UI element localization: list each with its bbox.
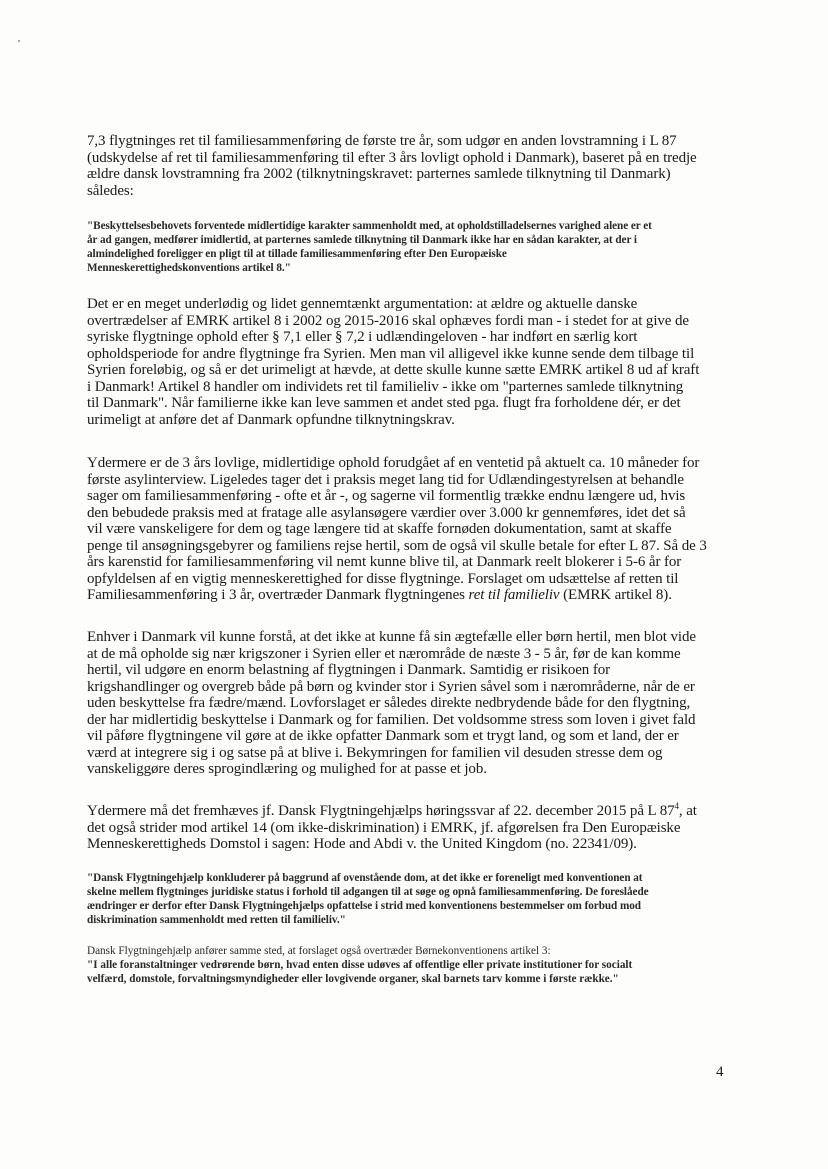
text-line: vil påføre flygtningene vil gøre at de ikke opfatter Danmark som et trygt land, og som et land, der er <box>87 728 679 744</box>
text-fragment: (EMRK artikel 8). <box>559 587 672 603</box>
text-line: krigshandlinger og overgreb både på børn og kvinder stor i Syrien såvel som i nærområderne, når de er <box>87 678 695 695</box>
text-line: 7,3 flygtninges ret til familiesammenføring de første tre år, som udgør en anden lovstramning i L 87 <box>87 133 677 149</box>
text-line: uden beskyttelse fra fædre/mænd. Lovforslaget er således direkte nedbrydende både for den flygtning, <box>87 695 691 711</box>
text-line: Syrien foreløbig, og så er det urimeligt at hævde, at dette skulle kunne sætte EMRK artikel 8 ud af kraft <box>87 362 700 378</box>
footnote-marker: 4 <box>674 801 679 811</box>
text-line: således: <box>87 182 134 199</box>
text-line: første asylinterview. Ligeledes tager det i praksis meget lang tid for Udlændingestyrelsen at behandle <box>87 471 684 488</box>
text-line: til Danmark". Når familierne ikke kan leve sammen et andet sted pga. flugt fra forholdene dér, er det <box>87 395 681 411</box>
text-line: Det er en meget underlødig og lidet gennemtænkt argumentation: at ældre og aktuelle danske <box>87 296 638 312</box>
quote-line: velfærd, domstole, forvaltningsmyndigheder eller lovgivende organer, skal barnets tarv komme i første række." <box>87 973 619 985</box>
text-fragment: , at <box>678 803 697 819</box>
quote-line: skelne mellem flygtninges juridiske status i forhold til adgangen til at søge og opnå familiesammenføring. De foreslåede <box>87 886 649 898</box>
text-line: syriske flygtninge ophold efter § 7,1 eller § 7,2 i udlændingeloven - har indført en særlig kort <box>87 329 638 345</box>
text-line: værd at integrere sig i og satse på at blive i. Bekymringen for familien vil desuden stresse dem og <box>87 744 663 761</box>
text-line: der har midlertidig beskyttelse i Danmark og for familien. Det voldsomme stress som loven i givet fald <box>87 711 696 728</box>
paragraph-3 <box>87 455 737 604</box>
text-line: Enhver i Danmark vil kunne forstå, at det ikke at kunne få sin ægtefælle eller børn hertil, men blot vide <box>87 629 696 645</box>
quote-line: "Dansk Flygtningehjælp konkluderer på baggrund af ovenstående dom, at det ikke er foreneligt med konventionen at <box>87 872 643 884</box>
text-fragment: Familiesammenføring i 3 år, overtræder Danmark flygtningenes <box>87 587 469 603</box>
text-line: det også strider mod artikel 14 (om ikke-diskrimination) i EMRK, jf. afgørelsen fra Den Europæiske <box>87 819 681 836</box>
text-line: opholdsperiode for andre flygtninge fra Syrien. Men man vil alligevel ikke kunne sende dem tilbage til <box>87 345 695 362</box>
quote-line: "I alle foranstaltninger vedrørende børn, hvad enten disse udøves af offentlige eller private institutioner for socialt <box>87 959 633 971</box>
scan-speck <box>18 40 20 42</box>
paragraph-1 <box>87 133 737 199</box>
quote-line: Menneskerettighedskonventions artikel 8." <box>87 262 291 274</box>
quote-line: almindelighed foreligger en pligt til at tillade familiesammenføring efter Den Europæiske <box>87 248 507 260</box>
block-quote-1 <box>87 219 737 275</box>
text-line: Dansk Flygtningehjælp anfører samme sted, at forslaget også overtræder Børnekonventionens artikel 3: <box>87 945 551 957</box>
text-line: den bebudede praksis med at fratage alle asylansøgere værdier over 3.000 kr gennemføres, idet det så <box>87 504 686 521</box>
text-line: Ydermere er de 3 års lovlige, midlertidige ophold forudgået af en ventetid på aktuelt ca. 10 måneder for <box>87 455 700 471</box>
text-line: sager om familiesammenføring - ofte et år -, og sagerne vil formentlig trække endnu længere ud, hvis <box>87 488 686 504</box>
text-line <box>87 803 737 820</box>
italic-phrase: ret til familieliv <box>468 587 560 603</box>
paragraph-6 <box>87 944 737 986</box>
text-line: års karenstid for familiesammenføring vil nemt kunne blive til, at Danmark reelt blokerer i 5-6 år for <box>87 554 682 570</box>
quote-line: ændringer er derfor efter Dansk Flygtningehjælps opfattelse i strid med konventionens bestemmelser om forbud mod <box>87 900 641 912</box>
text-line: opfyldelsen af en vigtig menneskerettighed for disse flygtninge. Forslaget om udsættelse af retten til <box>87 570 679 587</box>
text-line: vil være vanskeligere for dem og tage længere tid at skaffe fornøden dokumentation, samt at skaffe <box>87 521 672 537</box>
text-line: overtrædelser af EMRK artikel 8 i 2002 og 2015-2016 skal ophæves fordi man - i stedet for at give de <box>87 312 689 329</box>
text-line: penge til ansøgningsgebyrer og familiens rejse hertil, som de også vil skulle betale for efter L 87. Så de 3 <box>87 537 707 554</box>
text-line: urimeligt at anføre det af Danmark opfundne tilknytningskrav. <box>87 411 455 428</box>
paragraph-4 <box>87 629 737 778</box>
paragraph-5 <box>87 803 737 853</box>
paragraph-2 <box>87 296 737 428</box>
quote-line: "Beskyttelsesbehovets forventede midlertidige karakter sammenholdt med, at opholdstilladelsernes varighed alene er et <box>87 220 652 232</box>
text-line <box>87 587 737 604</box>
text-line: i Danmark! Artikel 8 handler om individets ret til familieliv - ikke om "parternes samlede tilknytning <box>87 378 684 395</box>
text-line: at de må opholde sig nær krigszoner i Syrien eller et nærområde de næste 3 - 5 år, før de kan komme <box>87 645 681 662</box>
quote-line: diskrimination sammenholdt med retten til familieliv." <box>87 914 346 926</box>
text-line: ældre dansk lovstramning fra 2002 (tilknytningskravet: parternes samlede tilknytning til Danmark) <box>87 166 671 182</box>
text-line: hertil, vil udgøre en enorm belastning af flygtningen i Danmark. Samtidig er risikoen for <box>87 662 611 678</box>
text-fragment: Ydermere må det fremhæves jf. Dansk Flygtningehjælps høringssvar af 22. december 2015 på L 87 <box>87 803 675 819</box>
text-line: Menneskerettigheds Domstol i sagen: Hode and Abdi v. the United Kingdom (no. 22341/09). <box>87 836 637 852</box>
quote-line: år ad gangen, medfører imidlertid, at parternes samlede tilknytning til Danmark ikke har en sådan karakter, at der i <box>87 234 637 246</box>
block-quote-2 <box>87 871 737 927</box>
page-number: 4 <box>716 1064 724 1080</box>
text-line: (udskydelse af ret til familiesammenføring til efter 3 års lovligt ophold i Danmark), baseret på en tredje <box>87 149 697 166</box>
text-line: vanskeliggøre deres sprogindlæring og mulighed for at passe et job. <box>87 761 487 777</box>
